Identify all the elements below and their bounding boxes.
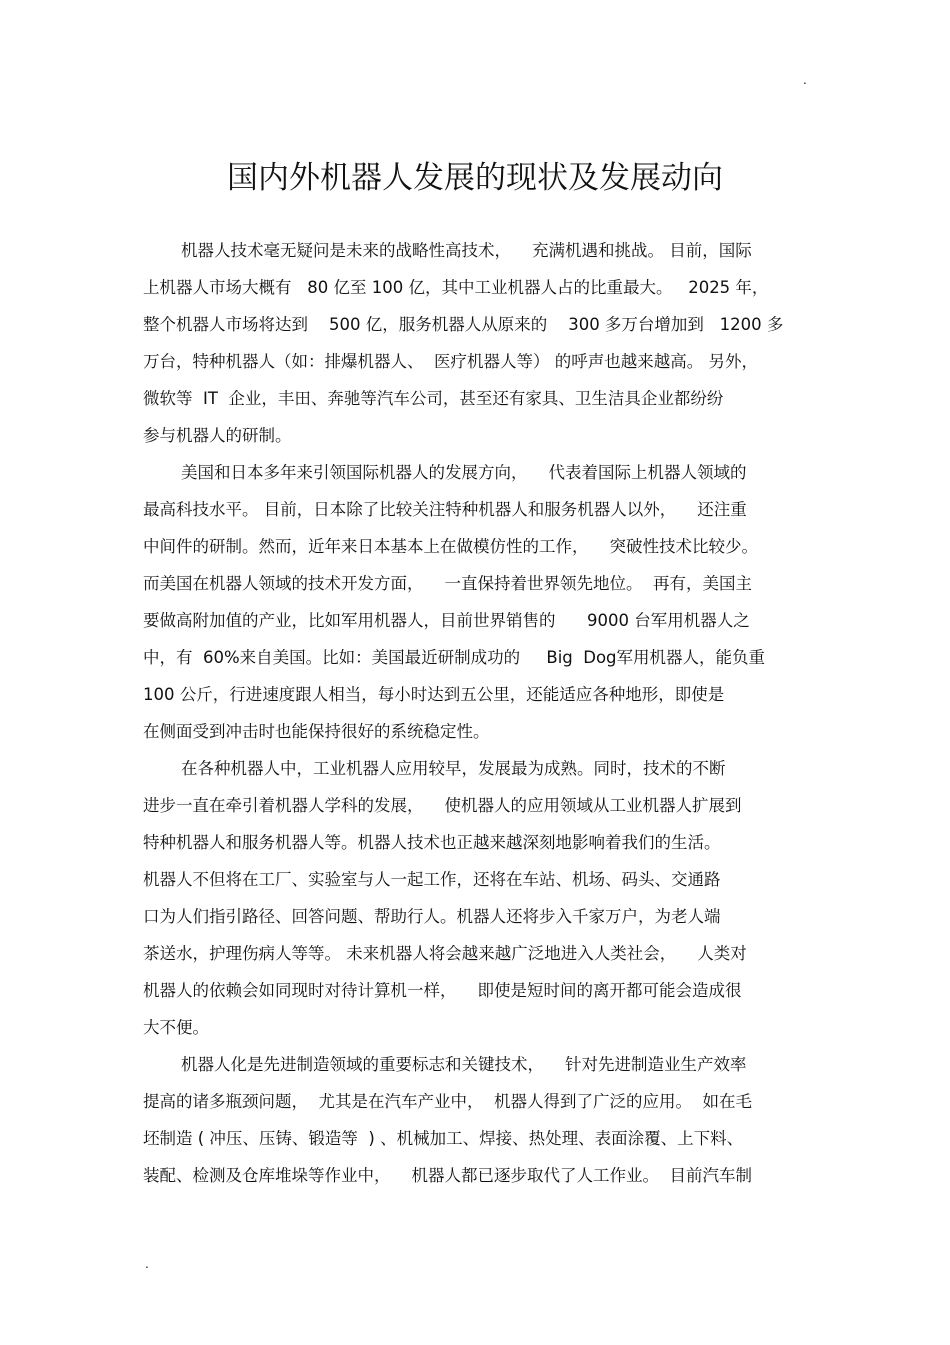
paragraph-line: 在侧面受到冲击时也能保持很好的系统稳定性。 [143, 722, 490, 741]
paragraph-line: 中间件的研制。然而，近年来日本基本上在做模仿性的工作， 突破性技术比较少。 [143, 537, 758, 556]
paragraph-line: 进步一直在牵引着机器人学科的发展， 使机器人的应用领域从工业机器人扩展到 [143, 796, 742, 815]
paragraph-line: 最高科技水平。 目前，日本除了比较关注特种机器人和服务机器人以外， 还注重 [143, 500, 747, 519]
paragraph-line: 机器人的依赖会如同现时对待计算机一样， 即使是短时间的离开都可能会造成很 [143, 981, 742, 1000]
paragraph-line: 茶送水，护理伤病人等等。 未来机器人将会越来越广泛地进入人类社会， 人类对 [143, 944, 747, 963]
document-title: 国内外机器人发展的现状及发展动向 [227, 160, 723, 196]
paragraph-line: 机器人不但将在工厂、实验室与人一起工作，还将在车站、机场、码头、交通路 [143, 870, 721, 889]
paragraph-line: 特种机器人和服务机器人等。机器人技术也正越来越深刻地影响着我们的生活。 [143, 833, 721, 852]
paragraph-line: 中，有 60%来自美国。比如：美国最近研制成功的 Big Dog军用机器人，能负重 [143, 648, 766, 667]
paragraph-line: 要做高附加值的产业，比如军用机器人，目前世界销售的 9000 台军用机器人之 [143, 611, 750, 630]
paragraph-line: 坯制造 ( 冲压、压铸、锻造等 ) 、机械加工、焊接、热处理、表面涂覆、上下料、 [143, 1129, 744, 1148]
paragraph-line: 参与机器人的研制。 [143, 426, 292, 445]
paragraph-1 [143, 232, 807, 454]
paragraph-line: 万台，特种机器人（如：排爆机器人、 医疗机器人等） 的呼声也越来越高。 另外， [143, 352, 758, 371]
paragraph-line: 上机器人市场大概有 80 亿至 100 亿，其中工业机器人占的比重最大。 2025 年， [143, 278, 769, 297]
paragraph-line: 美国和日本多年来引领国际机器人的发展方向， 代表着国际上机器人领域的 [181, 463, 747, 482]
bottom-dot-mark: . [145, 1257, 149, 1271]
top-dot-mark: . [803, 73, 807, 87]
paragraph-line: 微软等 IT 企业，丰田、奔驰等汽车公司，甚至还有家具、卫生洁具企业都纷纷 [143, 389, 724, 408]
paragraph-4 [143, 1046, 807, 1194]
paragraph-line: 机器人化是先进制造领域的重要标志和关键技术， 针对先进制造业生产效率 [181, 1055, 747, 1074]
paragraph-line: 提高的诸多瓶颈问题， 尤其是在汽车产业中， 机器人得到了广泛的应用。 如在毛 [143, 1092, 752, 1111]
paragraph-line: 大不便。 [143, 1018, 209, 1037]
paragraph-2 [143, 454, 807, 750]
paragraph-line: 口为人们指引路径、回答问题、帮助行人。机器人还将步入千家万户，为老人端 [143, 907, 721, 926]
paragraph-line: 而美国在机器人领域的技术开发方面， 一直保持着世界领先地位。 再有，美国主 [143, 574, 752, 593]
paragraph-line: 在各种机器人中，工业机器人应用较早，发展最为成熟。同时，技术的不断 [181, 759, 726, 778]
paragraph-line: 整个机器人市场将达到 500 亿，服务机器人从原来的 300 多万台增加到 1200 多 [143, 315, 784, 334]
paragraph-line: 装配、检测及仓库堆垛等作业中， 机器人都已逐步取代了人工作业。 目前汽车制 [143, 1166, 752, 1185]
document-body [143, 232, 807, 1194]
paragraph-line: 机器人技术毫无疑问是未来的战略性高技术， 充满机遇和挑战。 目前，国际 [181, 241, 752, 260]
paragraph-3 [143, 750, 807, 1046]
paragraph-line: 100 公斤，行进速度跟人相当，每小时达到五公里，还能适应各种地形，即使是 [143, 685, 725, 704]
